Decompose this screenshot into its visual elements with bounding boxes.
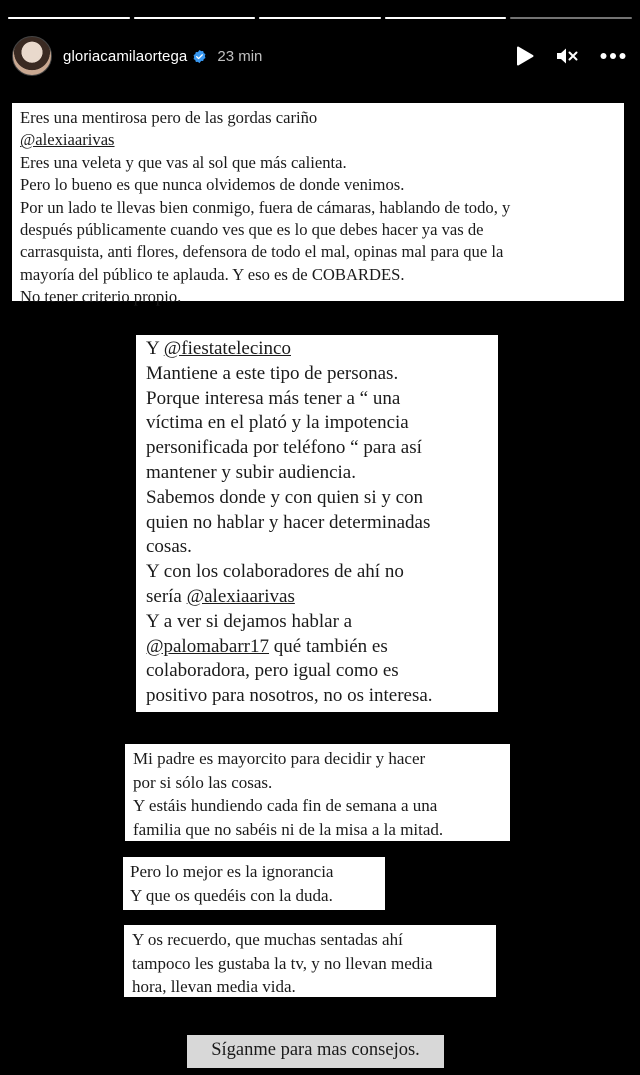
mute-icon (556, 46, 578, 66)
card-line: Y con los colaboradores de ahí no (146, 561, 404, 583)
card-line: Pero lo mejor es la ignorancia (130, 862, 334, 881)
card-line: por si sólo las cosas. (133, 772, 273, 792)
story-segment-fill (259, 17, 381, 19)
card-line: No tener criterio propio. (20, 287, 182, 307)
story-segment (510, 17, 632, 19)
story-segment-fill (8, 17, 130, 19)
card-line: después públicamente cuando ves que es lo que debes hacer ya vas de (20, 220, 484, 240)
card-line: carrasquista, anti flores, defensora de todo el mal, opinas mal para que la (20, 242, 504, 262)
story-segment (8, 17, 130, 19)
card-line: Por un lado te llevas bien conmigo, fuera de cámaras, hablando de todo, y (20, 197, 511, 217)
text-card-reminder (124, 925, 496, 997)
card-line: cosas. (146, 536, 192, 558)
card-line: Y @fiestatelecinco (146, 338, 291, 359)
text-card-closing: Síganme para mas consejos. (187, 1035, 444, 1068)
play-icon (516, 46, 534, 66)
mention-link[interactable]: @alexiaarivas (20, 130, 115, 150)
more-options-button[interactable] (600, 52, 626, 60)
card-line: positivo para nosotros, no os interesa. (146, 685, 433, 707)
post-time: 23 min (217, 47, 263, 65)
card-line: Eres una veleta y que vas al sol que más calienta. (20, 152, 347, 172)
story-segment-fill (134, 17, 256, 19)
card-line: Mi padre es mayorcito para decidir y hacer (133, 749, 426, 768)
mention-link[interactable]: @fiestatelecinco (163, 338, 291, 359)
card-line: hora, llevan media vida. (132, 977, 296, 996)
card-line (20, 129, 624, 151)
card-line: Eres una mentirosa pero de las gordas cariño (20, 108, 318, 127)
verified-icon (192, 49, 207, 64)
card-line: colaboradora, pero igual como es (146, 660, 399, 682)
card-line: mayoría del público te aplauda. Y eso es de COBARDES. (20, 264, 405, 284)
card-line: Pero lo bueno es que nunca olvidemos de donde venimos. (20, 175, 405, 195)
card-line: @palomabarr17 qué también es (146, 635, 388, 657)
card-line: familia que no sabéis ni de la misa a la mitad. (133, 819, 444, 839)
card-line: Mantiene a este tipo de personas. (146, 362, 399, 384)
card-line: Sabemos donde y con quien si y con (146, 486, 424, 508)
card-line: quien no hablar y hacer determinadas (146, 511, 431, 533)
card-line: Y estáis hundiendo cada fin de semana a una (133, 796, 438, 815)
text-card-father (125, 744, 510, 841)
text-card-telecinco (136, 335, 498, 712)
text-card-ignorance (123, 857, 385, 910)
card-line: víctima en el plató y la impotencia (146, 412, 409, 434)
text-card-accusation (12, 103, 624, 307)
story-segment (134, 17, 256, 19)
story-header (12, 36, 626, 76)
card-line: personificada por teléfono “ para así (146, 437, 422, 459)
mention-link[interactable]: @alexiaarivas (186, 585, 295, 607)
story-segment (259, 17, 381, 19)
mute-button[interactable] (556, 46, 578, 66)
story-segment (385, 17, 507, 19)
story-segment-fill (385, 17, 507, 19)
play-button[interactable] (516, 46, 534, 66)
avatar[interactable] (12, 36, 52, 76)
card-line: tampoco les gustaba la tv, y no llevan media (132, 953, 433, 973)
card-line: sería @alexiaarivas (146, 585, 295, 607)
card-line: Y que os quedéis con la duda. (130, 885, 333, 905)
card-line: Porque interesa más tener a “ una (146, 387, 401, 409)
mention-link[interactable]: @palomabarr17 (146, 635, 270, 657)
card-line: mantener y subir audiencia. (146, 461, 356, 483)
card-line: Y os recuerdo, que muchas sentadas ahí (132, 930, 403, 949)
story-progress-bar (8, 17, 632, 20)
more-icon (600, 52, 626, 60)
username[interactable]: gloriacamilaortega (63, 47, 188, 65)
card-line: Y a ver si dejamos hablar a (146, 610, 353, 632)
